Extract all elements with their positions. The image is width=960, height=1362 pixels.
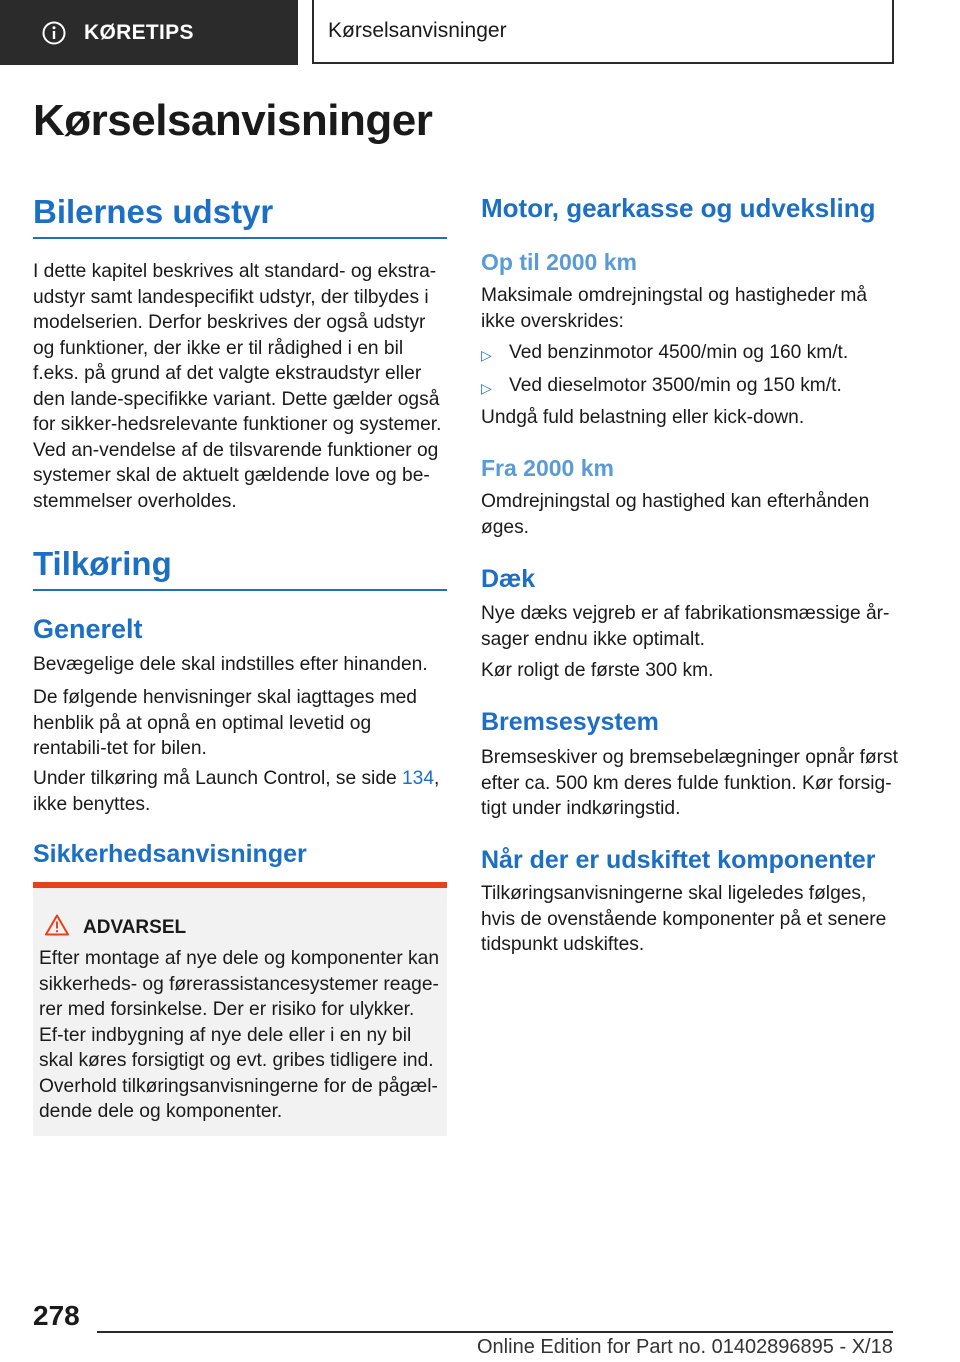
heading-komponenter: Når der er udskiftet komponenter bbox=[481, 846, 876, 874]
bullet-triangle-icon: ▷ bbox=[481, 347, 492, 363]
bullet-text: Ved dieselmotor 3500/min og 150 km/t. bbox=[509, 375, 842, 396]
op2000-paragraph: Maksimale omdrejningstal og hastigheder må ikke overskrides: bbox=[481, 285, 868, 332]
udstyr-paragraph: I dette kapitel beskrives alt standard- og ekstra-udstyr samt landespecifikt udstyr, der tilbydes i modelserien. Derfor beskrives der også udstyr og funktioner, der ikke er til rådighed i en bil f.eks. på grund af det valgte ekstraudstyr eller den lande-specifikke variant. Dette gælder også for sikker-hedsrelevante funktioner og systemer. Ved an-vendelse af de tilsvarende funktioner og systemer skal de aktuelt gældende love og be-stemmelser overholdes. bbox=[33, 261, 442, 512]
op2000-after-paragraph: Undgå fuld belastning eller kick-down. bbox=[481, 407, 805, 428]
warning-header bbox=[45, 914, 186, 942]
daek-paragraph-1: Nye dæks vejgreb er af fabrikationsmæssige år-sager endnu ikke optimalt. bbox=[481, 603, 890, 650]
bullet-triangle-icon: ▷ bbox=[481, 380, 492, 396]
page-link-134[interactable]: 134 bbox=[402, 768, 435, 789]
heading-tilkoring: Tilkøring bbox=[33, 545, 447, 591]
warning-title: ADVARSEL bbox=[83, 917, 187, 938]
heading-op-til-2000: Op til 2000 km bbox=[481, 249, 637, 275]
info-icon bbox=[42, 21, 66, 45]
heading-daek: Dæk bbox=[481, 565, 536, 593]
page-title: Kørselsanvisninger bbox=[33, 96, 433, 145]
heading-generelt: Generelt bbox=[33, 614, 143, 644]
generelt-paragraph-2: De følgende henvisninger skal iagttages med henblik på at opnå en optimal levetid og rentabili-tet for bilen. bbox=[33, 687, 417, 759]
page-number: 278 bbox=[33, 1300, 80, 1331]
warning-text: Efter montage af nye dele og komponenter kan sikkerheds- og førerassistancesystemer reage-rer med forsinkelse. Der er risiko for ulykker. Ef-ter indbygning af nye dele eller i en ny bil skal køres forsigtigt og evt. gribes tidligere ind. Overhold tilkøringsanvisningerne for de pågæl-dende dele og komponenter. bbox=[39, 948, 439, 1122]
warning-box bbox=[33, 882, 447, 1136]
list-item bbox=[481, 340, 899, 368]
heading-bilernes-udstyr: Bilernes udstyr bbox=[33, 193, 447, 239]
bullet-text: Ved benzinmotor 4500/min og 160 km/t. bbox=[509, 342, 849, 363]
generelt-text-a: Under tilkøring må Launch Control, se side bbox=[33, 768, 402, 789]
heading-fra-2000: Fra 2000 km bbox=[481, 455, 614, 481]
heading-bremsesystem: Bremsesystem bbox=[481, 708, 659, 736]
heading-motor: Motor, gearkasse og udveksling bbox=[481, 193, 876, 223]
generelt-paragraph-1: Bevægelige dele skal indstilles efter hinanden. bbox=[33, 654, 428, 675]
list-item bbox=[481, 373, 899, 401]
warning-triangle-icon bbox=[45, 914, 69, 942]
daek-paragraph-2: Kør roligt de første 300 km. bbox=[481, 660, 714, 681]
footer-edition: Online Edition for Part no. 01402896895 - X/18 bbox=[477, 1336, 893, 1358]
heading-sikkerhedsanvisninger: Sikkerhedsanvisninger bbox=[33, 840, 307, 868]
generelt-text-b: , ikke benyttes. bbox=[33, 768, 440, 815]
komponenter-paragraph: Tilkøringsanvisningerne skal ligeledes følges, hvis de ovenstående komponenter på et senere tidspunkt udskiftes. bbox=[481, 883, 887, 955]
header-chapter-label: Kørselsanvisninger bbox=[328, 19, 507, 42]
header-section-label: KØRETIPS bbox=[84, 20, 194, 44]
header-section-tab bbox=[0, 0, 298, 65]
header-chapter-tab bbox=[312, 0, 894, 64]
generelt-paragraph-3 bbox=[33, 766, 447, 817]
fra2000-paragraph: Omdrejningstal og hastighed kan efterhånden øges. bbox=[481, 491, 870, 538]
footer-divider bbox=[97, 1331, 893, 1333]
bremse-paragraph: Bremseskiver og bremsebelægninger opnår først efter ca. 500 km deres fulde funktion. Kør forsig-tigt under indkøringstid. bbox=[481, 747, 898, 819]
